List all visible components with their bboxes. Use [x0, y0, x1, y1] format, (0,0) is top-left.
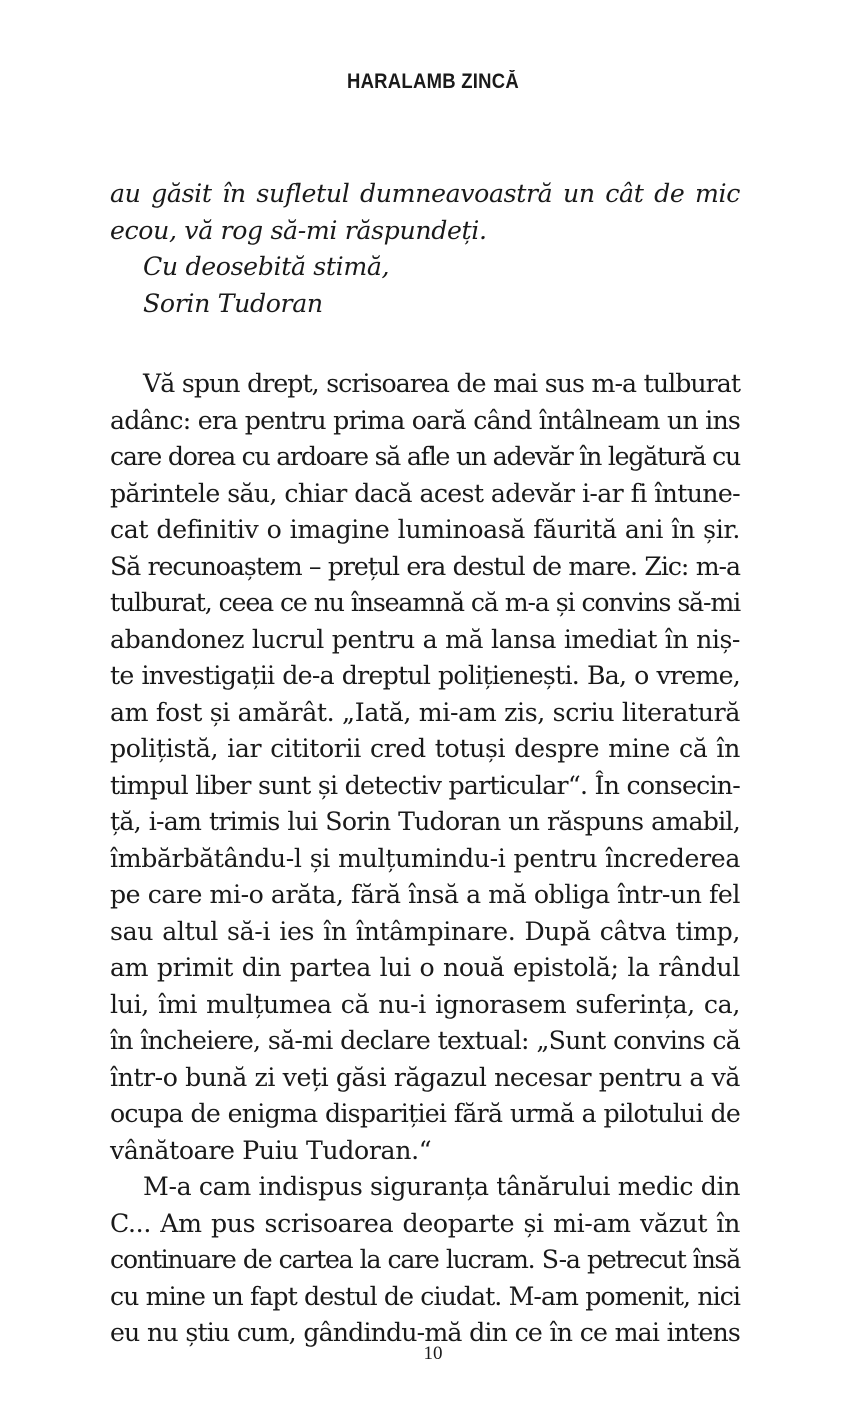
text-line: tulburat, ceea ce nu înseamnă că m-a și convins să-mi [110, 588, 740, 617]
paragraph-1 [110, 366, 740, 1169]
text-line: care dorea cu ardoare să afle un adevăr în legătură cu [110, 442, 740, 471]
text-line: C... Am pus scrisoarea deoparte și mi-am văzut în [110, 1208, 740, 1238]
page-body [110, 176, 740, 1352]
text-line: sau altul să-i ies în întâmpinare. După câtva timp, [110, 916, 740, 946]
text-line: într-o bună zi veți găsi răgazul necesar pentru a vă [110, 1062, 740, 1092]
letter-signature: Sorin Tudoran [143, 288, 323, 318]
text-line: Vă spun drept, scrisoarea de mai sus m-a tulburat [143, 369, 740, 398]
text-line: cat definitiv o imagine luminoasă făurită ani în șir. [110, 515, 740, 544]
text-line: polițistă, iar cititorii cred totuși despre mine că în [110, 734, 740, 763]
text-line: îmbărbătându-l și mulțumindu-i pentru încrederea [110, 843, 740, 873]
section-gap [110, 322, 740, 366]
text-line: continuare de cartea la care lucram. S-a petrecut însă [110, 1245, 740, 1274]
letter-excerpt [110, 176, 740, 322]
text-line: au găsit în sufletul dumneavoastră un cât de mic [110, 179, 740, 208]
text-line: M-a cam indispus siguranța tânărului medic din [143, 1172, 741, 1201]
text-line: timpul liber sunt și detectiv particular“. În consecin- [110, 770, 740, 800]
text-line: părintele său, chiar dacă acest adevăr i-ar fi întune- [110, 478, 740, 508]
text-line: ecou, vă rog să-mi răspundeți. [110, 215, 487, 245]
text-line: am fost și amărât. „Iată, mi-am zis, scriu literatură [110, 697, 740, 727]
paragraph-2 [110, 1169, 740, 1352]
text-line: cu mine un fapt destul de ciudat. M-am pomenit, nici [110, 1281, 740, 1311]
text-line: am primit din partea lui o nouă epistolă; la rândul [110, 953, 740, 982]
running-head-author: HARALAMB ZINCĂ [346, 70, 520, 93]
page-number: 10 [423, 1343, 443, 1364]
text-line: în încheiere, să-mi declare textual: „Sunt convins că [110, 1026, 740, 1055]
text-line: eu nu știu cum, gândindu-mă din ce în ce mai intens [110, 1318, 740, 1347]
text-line: Să recunoaștem – prețul era destul de mare. Zic: m-a [110, 551, 740, 581]
text-line: te investigații de-a dreptul polițienești. Ba, o vreme, [110, 661, 740, 690]
text-line: vânătoare Puiu Tudoran.“ [110, 1135, 432, 1165]
text-line: abandonez lucrul pentru a mă lansa imediat în niș- [110, 624, 740, 654]
letter-salutation: Cu deosebită stimă, [143, 252, 390, 281]
text-line: adânc: era pentru prima oară când întâlneam un ins [110, 405, 741, 435]
text-line: pe care mi-o arăta, fără însă a mă obliga într-un fel [110, 880, 740, 909]
text-line: ocupa de enigma dispariției fără urmă a pilotului de [110, 1099, 740, 1128]
text-line: ță, i-am trimis lui Sorin Tudoran un răspuns amabil, [110, 807, 740, 836]
text-line: lui, îmi mulțumea că nu-i ignorasem suferința, ca, [110, 989, 740, 1019]
